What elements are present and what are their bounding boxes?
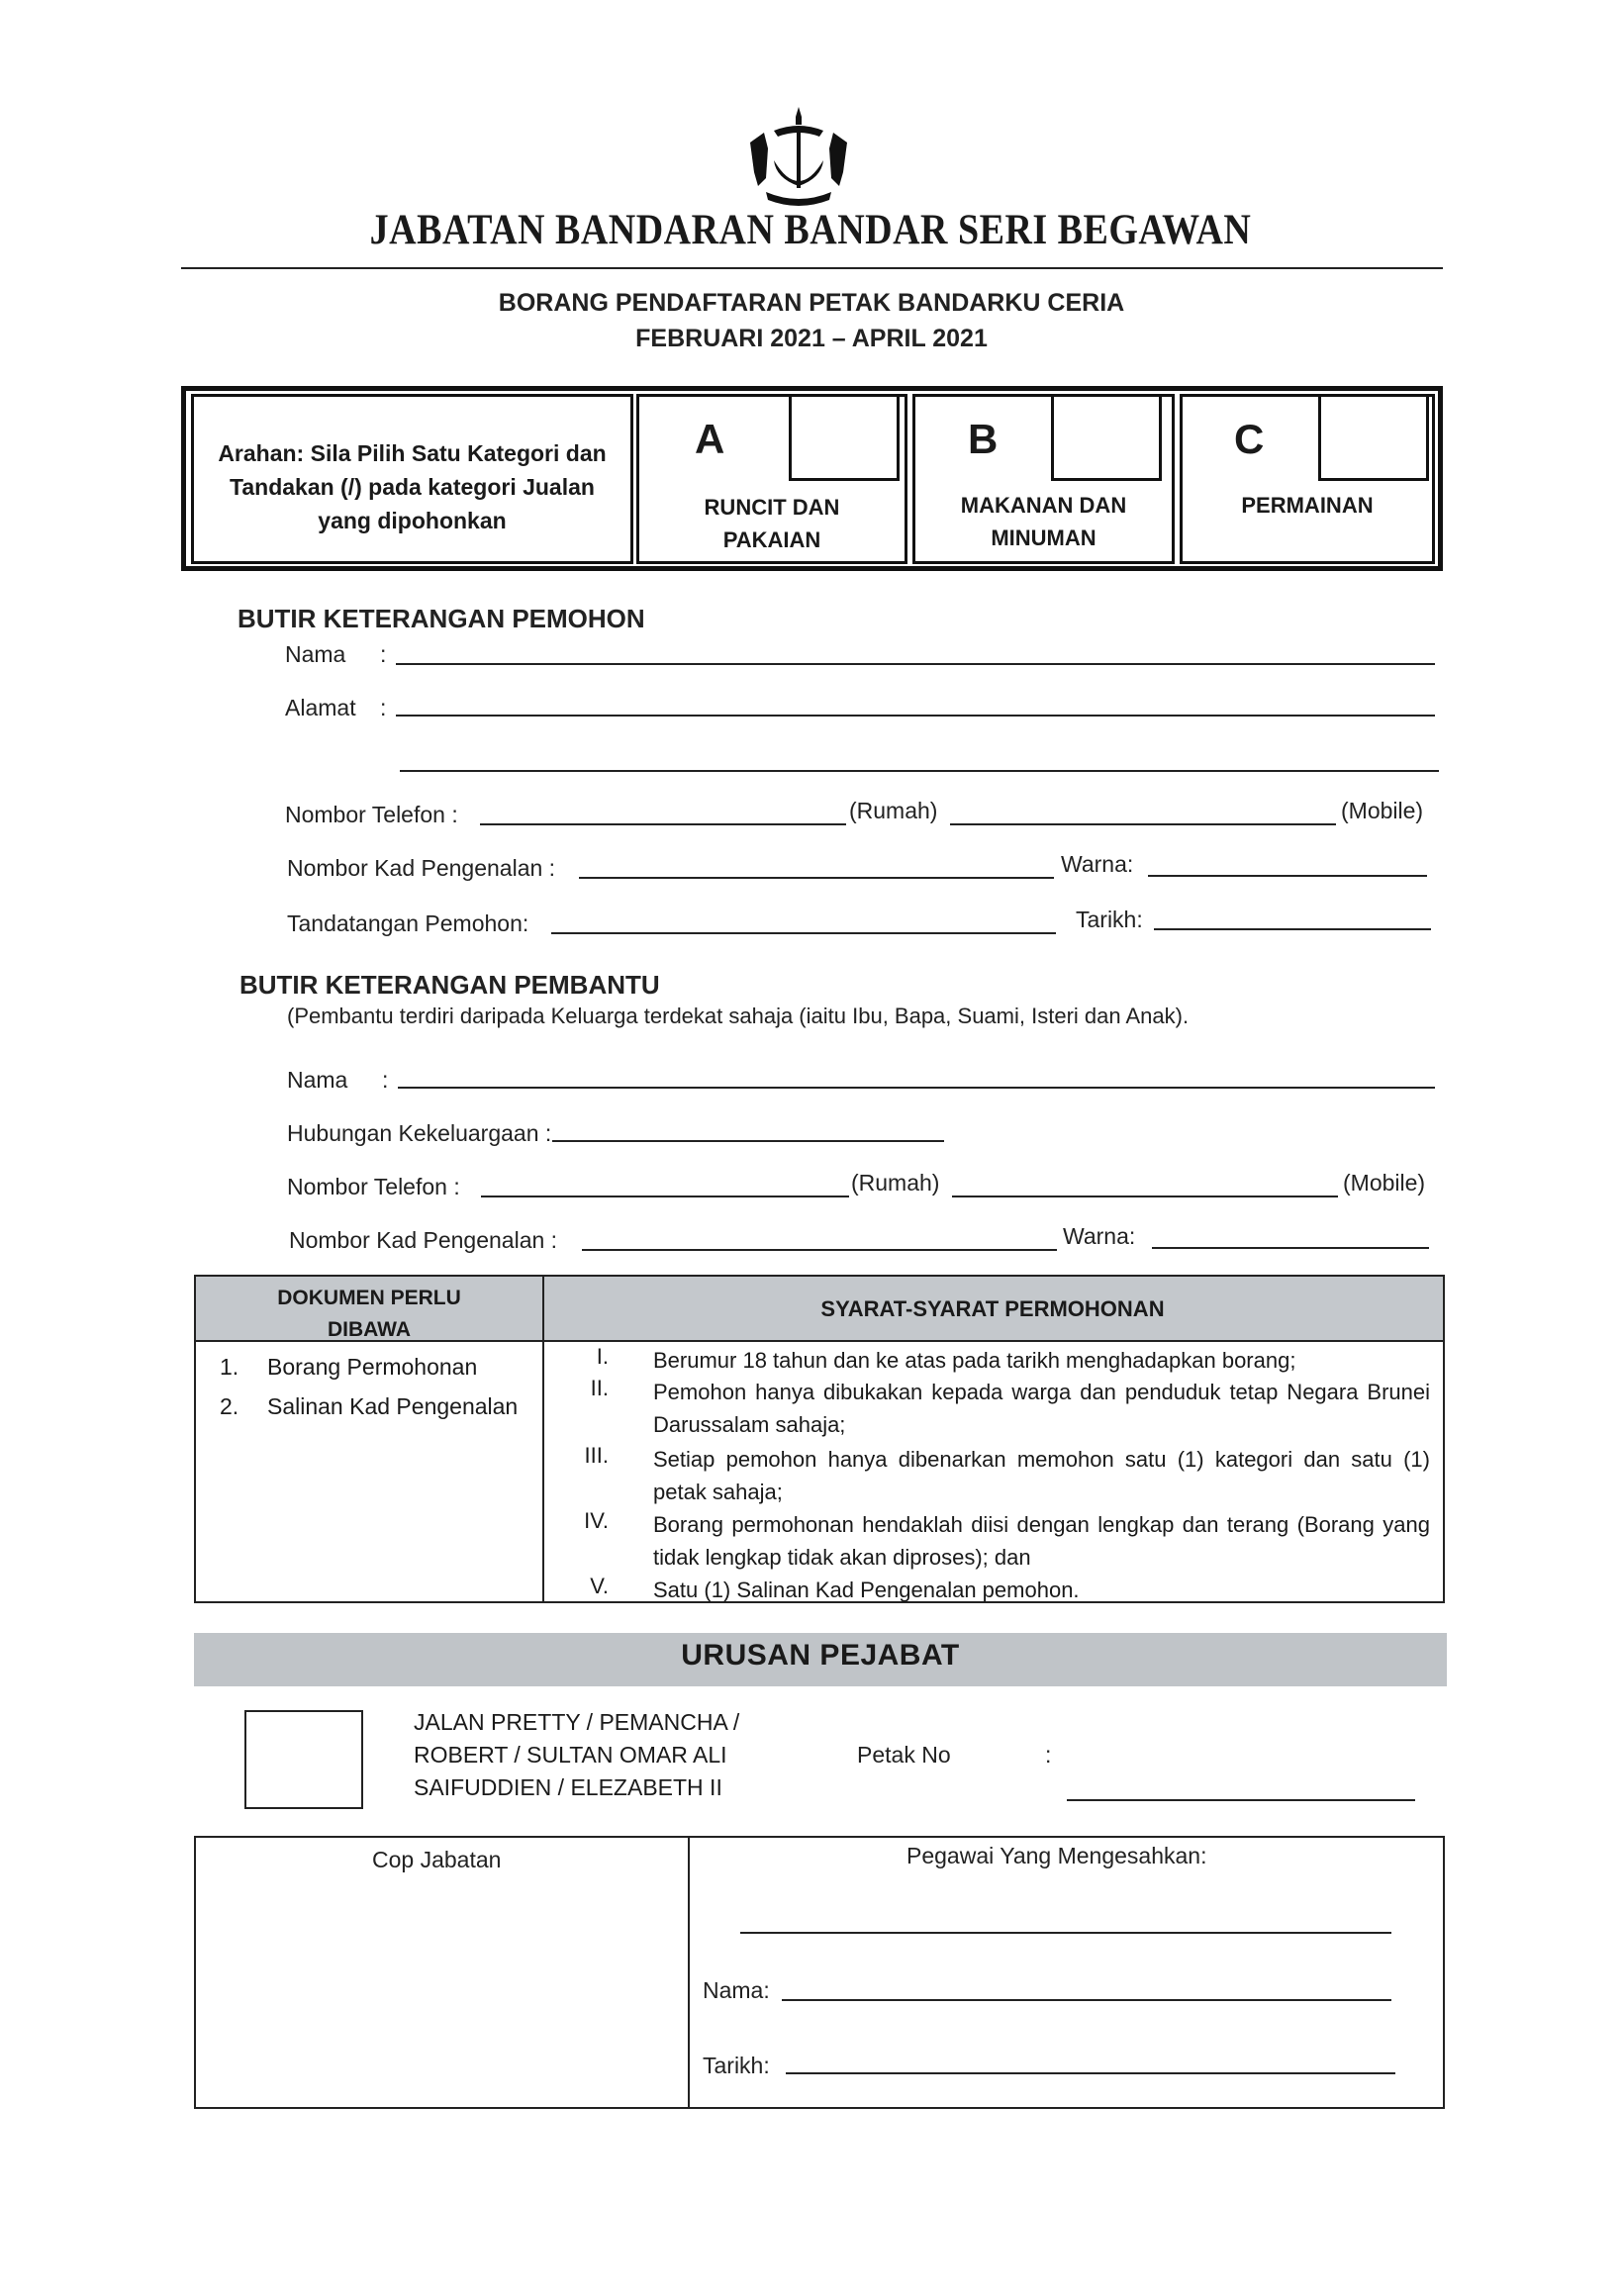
document-item: Salinan Kad Pengenalan: [267, 1393, 519, 1419]
category-label-line: MAKANAN DAN: [960, 493, 1127, 518]
department-title: JABATAN BANDARAN BANDAR SERI BEGAWAN: [369, 205, 1252, 254]
assistant-relation-label: Hubungan Kekeluargaan :: [287, 1120, 552, 1146]
department-stamp-label: Cop Jabatan: [372, 1847, 502, 1872]
header-rule: [181, 267, 1443, 269]
documents-header-line: DIBAWA: [328, 1318, 411, 1341]
assistant-name-label: Nama: [287, 1067, 348, 1093]
assistant-phone-label: Nombor Telefon :: [287, 1174, 460, 1199]
officer-date-field[interactable]: [786, 2072, 1395, 2074]
assistant-relation-field[interactable]: [552, 1140, 944, 1142]
plot-number-label: Petak No: [857, 1742, 951, 1768]
applicant-signature-label: Tandatangan Pemohon:: [287, 910, 529, 936]
category-b-checkbox[interactable]: [1051, 394, 1162, 481]
category-letter-a: A: [695, 416, 725, 462]
requirement-text: Satu (1) Salinan Kad Pengenalan pemohon.: [653, 1578, 1080, 1602]
applicant-mobile-field[interactable]: [950, 823, 1336, 825]
home-label: (Rumah): [851, 1170, 940, 1196]
assistant-colour-field[interactable]: [1152, 1247, 1429, 1249]
road-line: JALAN PRETTY / PEMANCHA /: [414, 1709, 740, 1735]
assistant-note: (Pembantu terdiri daripada Keluarga terdekat sahaja (iaitu Ibu, Bapa, Suami, Isteri dan Anak).: [287, 1004, 1190, 1028]
requirements-header: SYARAT-SYARAT PERMOHONAN: [820, 1296, 1165, 1321]
applicant-address-field[interactable]: [396, 715, 1435, 717]
assistant-home-phone-field[interactable]: [481, 1196, 849, 1197]
assistant-colour-label: Warna:: [1063, 1223, 1136, 1249]
assistant-ic-field[interactable]: [582, 1249, 1057, 1251]
office-section-title: URUSAN PEJABAT: [681, 1639, 960, 1672]
assistant-name-field[interactable]: [398, 1087, 1435, 1089]
requirement-text: Borang permohonan hendaklah diisi dengan lengkap dan terang (Borang yang tidak lengkap tidak akan diproses); dan: [653, 1512, 1430, 1570]
applicant-section-title: BUTIR KETERANGAN PEMOHON: [238, 604, 645, 633]
requirement-number: IV.: [584, 1508, 609, 1533]
category-instruction: [191, 394, 633, 564]
state-crest-icon: [744, 103, 853, 210]
road-line: SAIFUDDIEN / ELEZABETH II: [414, 1774, 722, 1800]
table-divider: [688, 1838, 690, 2107]
colon: :: [380, 695, 387, 720]
category-label-line: MINUMAN: [991, 526, 1097, 550]
category-label-a: [639, 491, 905, 556]
applicant-colour-field[interactable]: [1148, 875, 1427, 877]
instruction-line: Tandakan (/) pada kategori Jualan: [230, 474, 595, 500]
applicant-ic-field[interactable]: [579, 877, 1054, 879]
applicant-address-field-2[interactable]: [400, 770, 1439, 772]
applicant-date-label: Tarikh:: [1076, 907, 1143, 932]
requirement-number: V.: [590, 1574, 609, 1598]
applicant-home-phone-field[interactable]: [480, 823, 846, 825]
plot-number-field[interactable]: [1067, 1799, 1415, 1801]
document-number: 2.: [220, 1393, 239, 1419]
road-line: ROBERT / SULTAN OMAR ALI: [414, 1742, 727, 1768]
applicant-address-label: Alamat: [285, 695, 356, 720]
colon: :: [1045, 1742, 1052, 1768]
category-letter-c: C: [1234, 416, 1265, 462]
officer-name-field[interactable]: [782, 1999, 1391, 2001]
requirement-text: Pemohon hanya dibukakan kepada warga dan penduduk tetap Negara Brunei Darussalam sahaja;: [653, 1380, 1430, 1437]
officer-label: Pegawai Yang Mengesahkan:: [906, 1843, 1207, 1868]
office-verification-table: [194, 1836, 1445, 2109]
road-options: [414, 1706, 770, 1804]
applicant-phone-label: Nombor Telefon :: [285, 802, 458, 827]
assistant-ic-label: Nombor Kad Pengenalan :: [289, 1227, 558, 1253]
requirement-number: I.: [596, 1344, 609, 1369]
document-number: 1.: [220, 1354, 239, 1380]
category-c-checkbox[interactable]: [1318, 394, 1429, 481]
instruction-line: yang dipohonkan: [318, 508, 507, 533]
applicant-ic-label: Nombor Kad Pengenalan :: [287, 855, 556, 881]
requirement-text: Setiap pemohon hanya dibenarkan memohon satu (1) kategori dan satu (1) petak sahaja;: [653, 1447, 1430, 1504]
assistant-mobile-field[interactable]: [952, 1196, 1338, 1197]
officer-date-label: Tarikh:: [703, 2053, 770, 2078]
table-divider: [542, 1277, 544, 1601]
assistant-section-title: BUTIR KETERANGAN PEMBANTU: [239, 970, 660, 1000]
form-period: FEBRUARI 2021 – APRIL 2021: [635, 325, 988, 352]
applicant-name-field[interactable]: [396, 663, 1435, 665]
category-a-checkbox[interactable]: [789, 394, 900, 481]
colon: :: [382, 1067, 389, 1093]
requirement-number: II.: [590, 1376, 609, 1400]
colon: :: [380, 641, 387, 667]
form-title: BORANG PENDAFTARAN PETAK BANDARKU CERIA: [498, 289, 1125, 317]
document-item: Borang Permohonan: [267, 1354, 478, 1380]
applicant-signature-field[interactable]: [551, 932, 1056, 934]
applicant-date-field[interactable]: [1154, 928, 1431, 930]
category-label-line: PAKAIAN: [722, 527, 821, 552]
road-checkbox[interactable]: [244, 1710, 363, 1809]
officer-name-label: Nama:: [703, 1977, 770, 2003]
home-label: (Rumah): [849, 798, 938, 823]
applicant-name-label: Nama: [285, 641, 346, 667]
officer-signature-field[interactable]: [740, 1932, 1391, 1934]
documents-header: [196, 1283, 542, 1346]
category-label-line: RUNCIT DAN: [704, 495, 840, 520]
documents-header-line: DOKUMEN PERLU: [277, 1287, 461, 1309]
mobile-label: (Mobile): [1341, 798, 1424, 823]
instruction-line: Arahan: Sila Pilih Satu Kategori dan: [218, 440, 607, 466]
requirement-text: Berumur 18 tahun dan ke atas pada tarikh menghadapkan borang;: [653, 1348, 1296, 1373]
mobile-label: (Mobile): [1343, 1170, 1426, 1196]
requirement-number: III.: [584, 1443, 609, 1468]
applicant-colour-label: Warna:: [1061, 851, 1134, 877]
category-label-c: [1183, 489, 1432, 522]
category-letter-b: B: [968, 416, 999, 462]
category-label-b: [915, 489, 1172, 554]
category-label-line: PERMAINAN: [1241, 493, 1374, 518]
